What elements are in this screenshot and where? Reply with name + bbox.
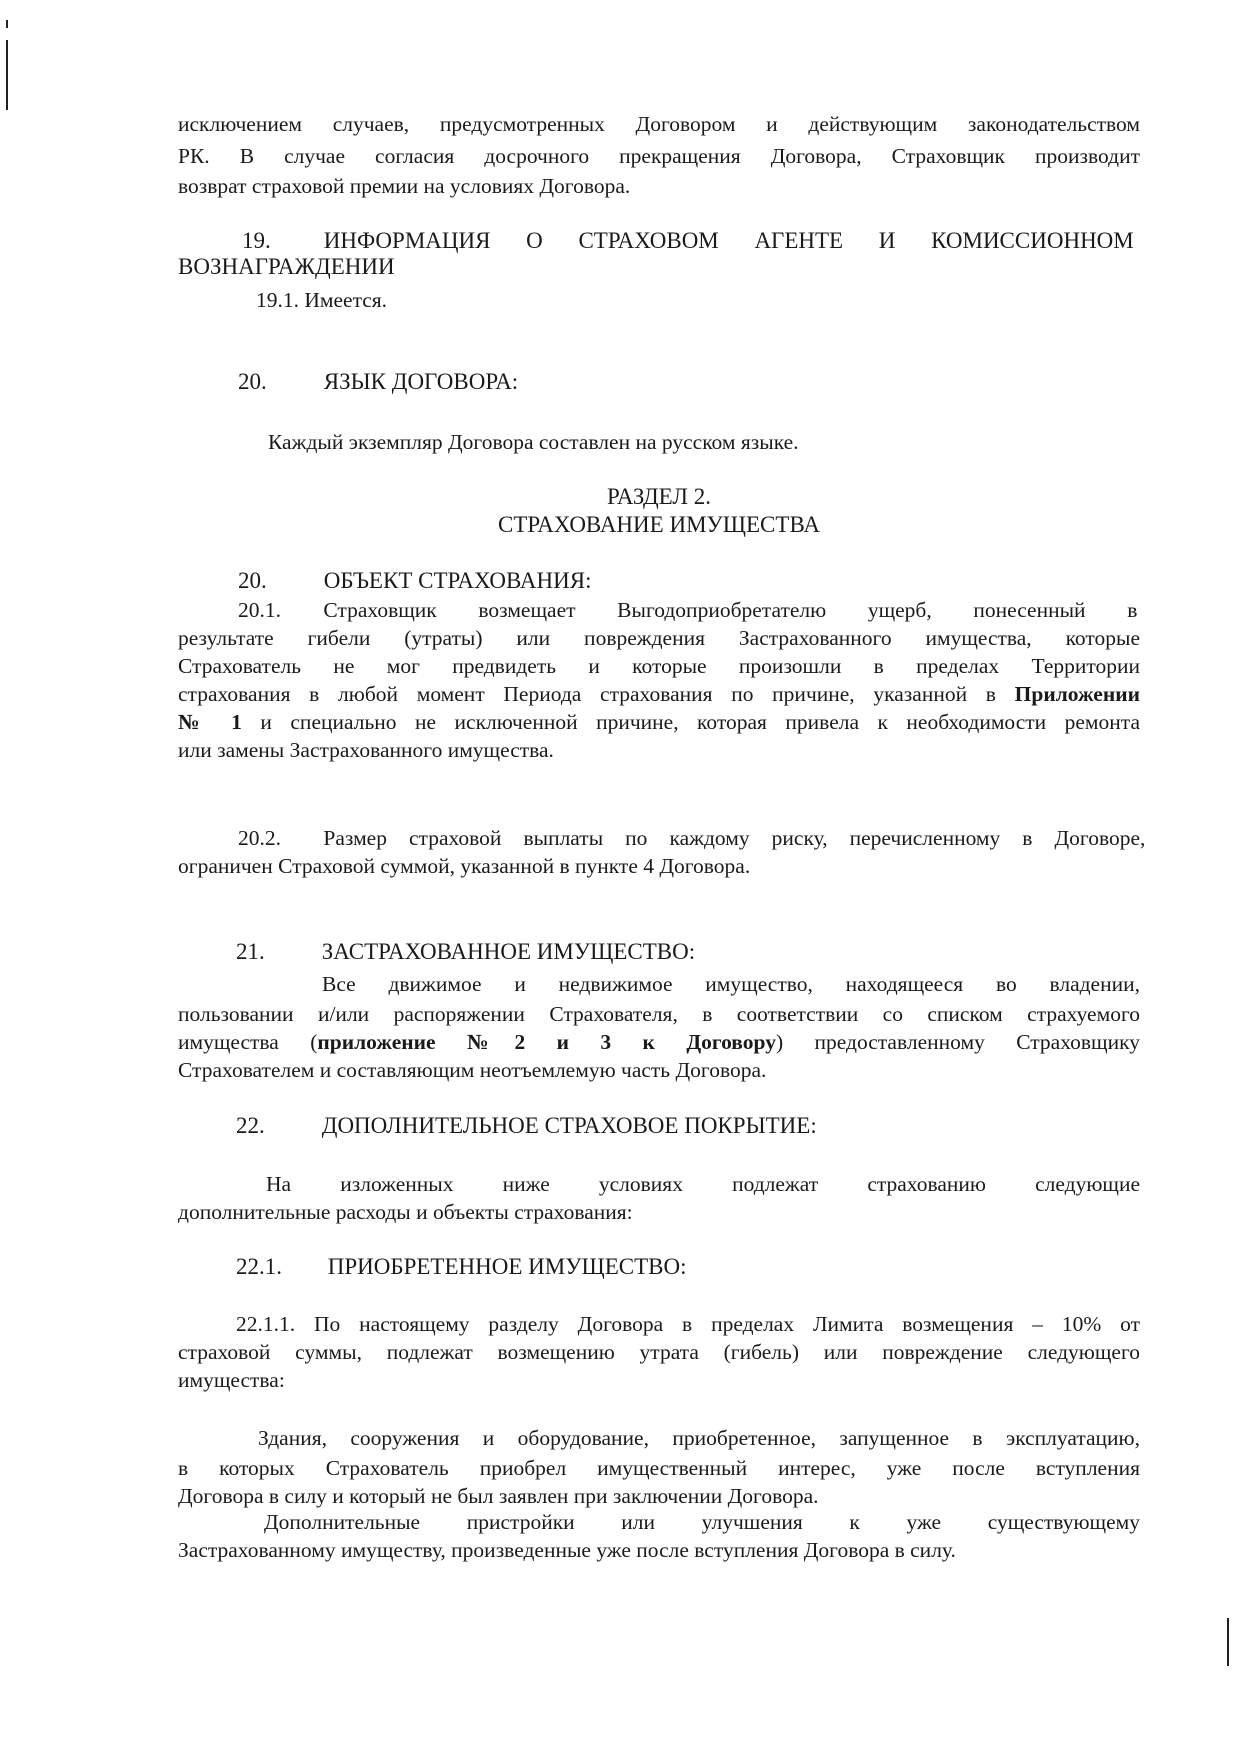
paragraph-line: возврат страховой премии на условиях Договора. — [178, 174, 631, 198]
appendix-reference: Приложении — [1014, 682, 1140, 706]
clause-text: Страховщик возмещает Выгодоприобретателю ущерб, понесенный в — [323, 598, 1138, 622]
section-number: 22.1. — [236, 1254, 282, 1279]
scan-margin-mark — [6, 40, 8, 110]
section-20-heading — [178, 368, 1140, 396]
section-19-heading-cont: ВОЗНАГРАЖДЕНИИ — [178, 254, 395, 279]
part-subtitle: СТРАХОВАНИЕ ИМУЩЕСТВА — [498, 512, 820, 537]
text-run: ) предоставленному Страховщику — [775, 1030, 1140, 1054]
text-run: и специально не исключенной причине, которая привела к необходимости ремонта — [241, 710, 1140, 734]
paragraph-line: или замены Застрахованного имущества. — [178, 738, 554, 762]
section-19-heading — [178, 227, 1140, 255]
section-title: ПРИОБРЕТЕННОЕ ИМУЩЕСТВО: — [327, 1254, 687, 1279]
part-title: РАЗДЕЛ 2. — [606, 484, 712, 509]
appendix-reference: № 1 — [178, 710, 242, 734]
section-20-object-heading — [178, 567, 1140, 595]
section-title: ЗАСТРАХОВАННОЕ ИМУЩЕСТВО: — [321, 939, 696, 964]
section-number: 20. — [238, 568, 267, 593]
paragraph-line — [178, 680, 1140, 708]
paragraph-line: в которых Страхователь приобрел имущественный интерес, уже после вступления — [178, 1456, 1140, 1480]
clause-19-1: 19.1. Имеется. — [256, 288, 388, 312]
paragraph-line — [178, 1028, 1140, 1056]
appendix-reference: приложение №2 и 3 к Договору — [317, 1030, 776, 1054]
text-run: имущества ( — [178, 1030, 318, 1054]
paragraph-line: имущества: — [178, 1368, 285, 1392]
section-title: ДОПОЛНИТЕЛЬНОЕ СТРАХОВОЕ ПОКРЫТИЕ: — [321, 1113, 817, 1138]
section-22-heading — [178, 1112, 1140, 1140]
section-21-heading — [178, 938, 1140, 966]
text-run: страхования в любой момент Периода страхования по причине, указанной в — [178, 682, 1015, 706]
clause-20-2-line — [178, 824, 1146, 852]
paragraph-line: 22.1.1. По настоящему разделу Договора в пределах Лимита возмещения – 10% от — [236, 1312, 1140, 1336]
language-clause: Каждый экземпляр Договора составлен на русском языке. — [268, 430, 799, 454]
section-number: 19. — [242, 228, 271, 253]
scan-margin-mark — [1227, 1618, 1229, 1666]
section-title: ЯЗЫК ДОГОВОРА: — [323, 369, 519, 394]
section-number: 22. — [236, 1113, 265, 1138]
section-title: ОБЪЕКТ СТРАХОВАНИЯ: — [323, 568, 592, 593]
paragraph-line: ограничен Страховой суммой, указанной в пункте 4 Договора. — [178, 854, 751, 878]
paragraph-line: исключением случаев, предусмотренных Договором и действующим законодательством — [178, 112, 1140, 136]
section-title: ИНФОРМАЦИЯ О СТРАХОВОМ АГЕНТЕ И КОМИССИОННОМ — [323, 228, 1134, 253]
paragraph-line: Страхователем и составляющим неотъемлемую часть Договора. — [178, 1058, 767, 1082]
clause-number: 20.1. — [238, 598, 281, 622]
paragraph-line: Все движимое и недвижимое имущество, находящееся во владении, — [322, 972, 1140, 996]
clause-number: 20.2. — [238, 826, 281, 850]
section-22-1-heading — [178, 1253, 1140, 1281]
paragraph-line: Страхователь не мог предвидеть и которые произошли в пределах Территории — [178, 654, 1140, 678]
paragraph-line: РК. В случае согласия досрочного прекращения Договора, Страховщик производит — [178, 144, 1140, 168]
section-number: 21. — [236, 939, 265, 964]
paragraph-line — [178, 708, 1140, 736]
paragraph-line: Договора в силу и который не был заявлен при заключении Договора. — [178, 1484, 819, 1508]
clause-20-1-line — [178, 596, 1140, 624]
paragraph-line: Застрахованному имуществу, произведенные уже после вступления Договора в силу. — [178, 1538, 956, 1562]
paragraph-line: Здания, сооружения и оборудование, приобретенное, запущенное в эксплуатацию, — [258, 1426, 1140, 1450]
paragraph-line: дополнительные расходы и объекты страхования: — [178, 1200, 633, 1224]
section-number: 20. — [238, 369, 267, 394]
paragraph-line: страховой суммы, подлежат возмещению утрата (гибель) или повреждение следующего — [178, 1340, 1140, 1364]
paragraph-line: результате гибели (утраты) или повреждения Застрахованного имущества, которые — [178, 626, 1140, 650]
paragraph-line: пользовании и/или распоряжении Страхователя, в соответствии со списком страхуемого — [178, 1002, 1140, 1026]
scan-margin-mark — [6, 20, 8, 28]
paragraph-line: На изложенных ниже условиях подлежат страхованию следующие — [266, 1172, 1140, 1196]
paragraph-line: Дополнительные пристройки или улучшения к уже существующему — [264, 1510, 1140, 1534]
clause-text: Размер страховой выплаты по каждому риску, перечисленному в Договоре, — [323, 826, 1146, 850]
